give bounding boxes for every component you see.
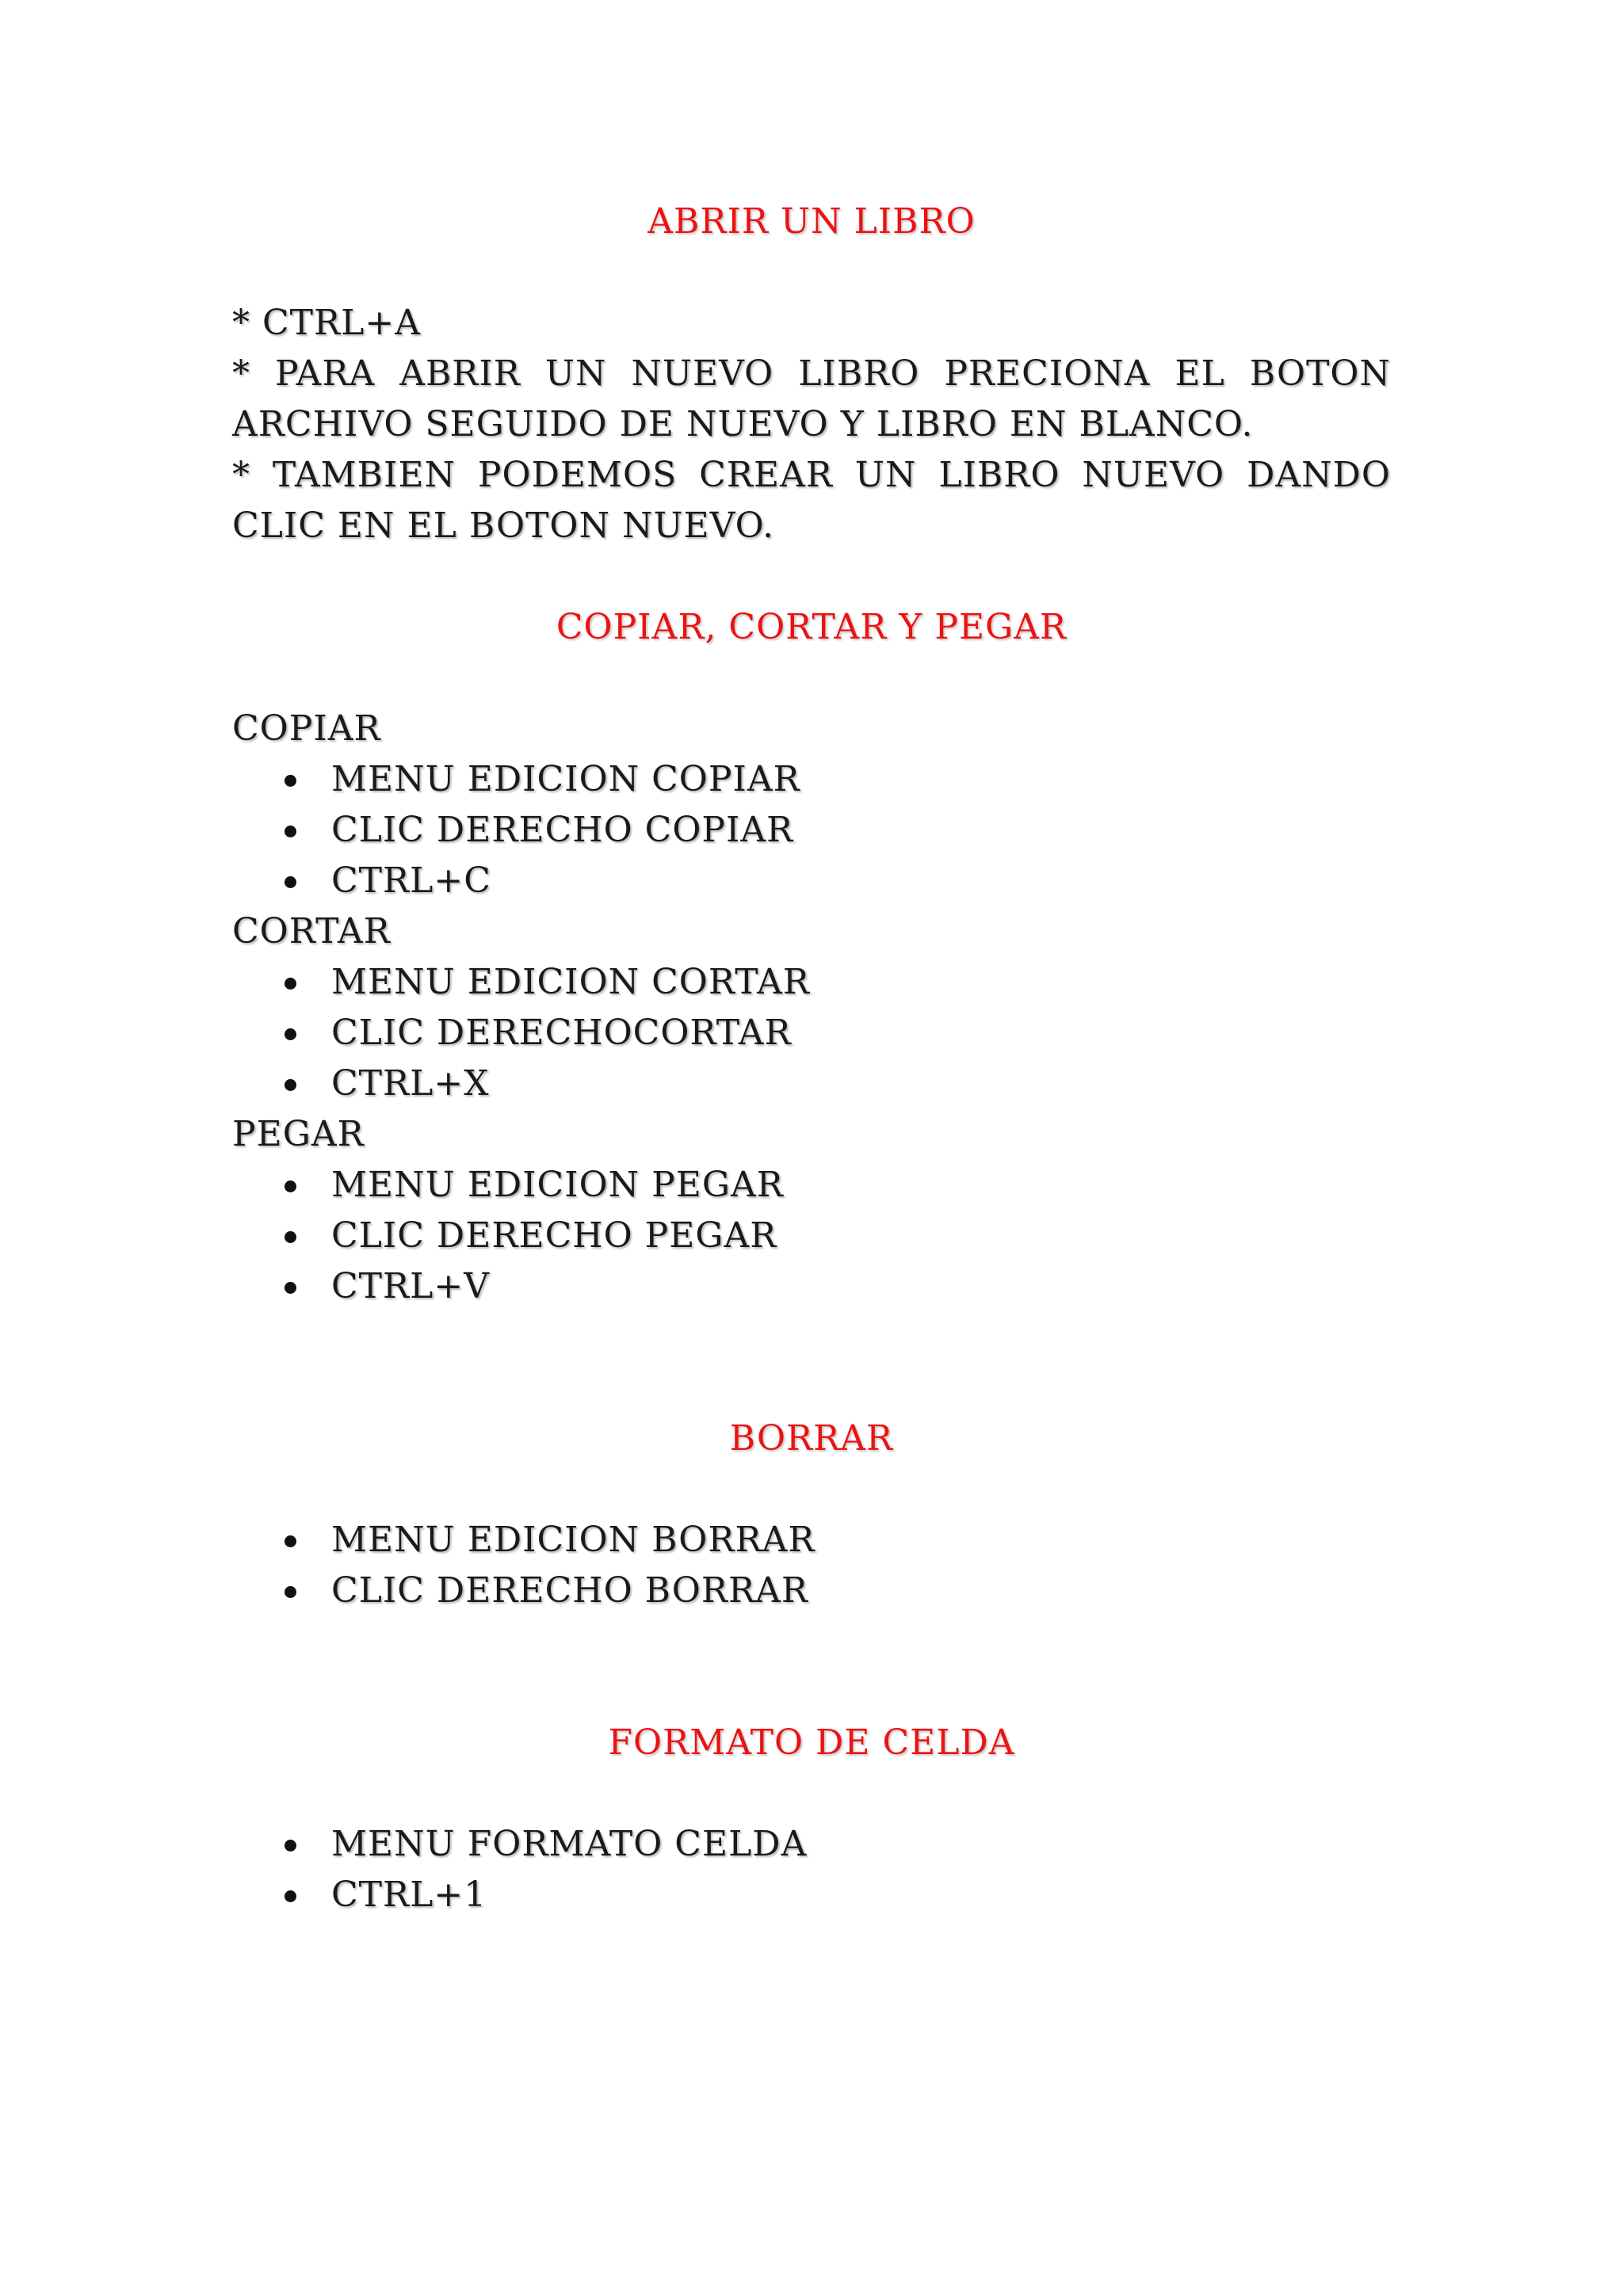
heading-abrir-un-libro: ABRIR UN LIBRO — [647, 201, 976, 242]
document-content — [232, 196, 1391, 1920]
list-borrar — [232, 1515, 1391, 1616]
list-item: CTRL+C — [232, 856, 1391, 906]
list-item: CLIC DERECHOCORTAR — [232, 1008, 1391, 1058]
list-item: MENU EDICION CORTAR — [232, 957, 1391, 1008]
list-item: MENU EDICION BORRAR — [232, 1515, 1391, 1566]
list-item: MENU EDICION COPIAR — [232, 754, 1391, 805]
list-item: CLIC DERECHO COPIAR — [232, 805, 1391, 856]
bullet-icon — [285, 978, 296, 990]
bullet-icon — [285, 1079, 296, 1091]
list-pegar — [232, 1160, 1391, 1312]
bullet-icon — [285, 1180, 296, 1192]
list-formato — [232, 1819, 1391, 1920]
bullet-icon — [285, 1890, 296, 1902]
list-cortar — [232, 957, 1391, 1109]
list-item: CTRL+X — [232, 1058, 1391, 1109]
paragraph-crear-libro-nuevo: * TAMBIEN PODEMOS CREAR UN LIBRO NUEVO DANDO CLIC EN EL BOTON NUEVO. — [232, 455, 1391, 546]
bullet-icon — [285, 826, 296, 837]
heading-formato-de-celda: FORMATO DE CELDA — [608, 1722, 1015, 1763]
bullet-icon — [285, 1282, 296, 1294]
list-item: CLIC DERECHO BORRAR — [232, 1566, 1391, 1616]
bullet-icon — [285, 1231, 296, 1243]
bullet-icon — [285, 1586, 296, 1598]
bullet-icon — [285, 1028, 296, 1040]
list-item: MENU FORMATO CELDA — [232, 1819, 1391, 1870]
bullet-icon — [285, 775, 296, 787]
line-ctrl-a: * CTRL+A — [232, 303, 421, 343]
bullet-icon — [285, 876, 296, 888]
list-item: MENU EDICION PEGAR — [232, 1160, 1391, 1211]
list-item: CLIC DERECHO PEGAR — [232, 1211, 1391, 1261]
list-copiar — [232, 754, 1391, 906]
bullet-icon — [285, 1535, 296, 1547]
heading-copiar-cortar-pegar: COPIAR, CORTAR Y PEGAR — [556, 607, 1067, 647]
paragraph-abrir-nuevo-libro: * PARA ABRIR UN NUEVO LIBRO PRECIONA EL BOTON ARCHIVO SEGUIDO DE NUEVO Y LIBRO EN BLANCO. — [232, 353, 1391, 444]
group-label-pegar: PEGAR — [232, 1114, 365, 1154]
list-item: CTRL+1 — [232, 1870, 1391, 1920]
group-label-cortar: CORTAR — [232, 911, 391, 952]
heading-borrar: BORRAR — [729, 1418, 894, 1459]
bullet-icon — [285, 1840, 296, 1852]
group-label-copiar: COPIAR — [232, 708, 381, 749]
list-item: CTRL+V — [232, 1261, 1391, 1312]
